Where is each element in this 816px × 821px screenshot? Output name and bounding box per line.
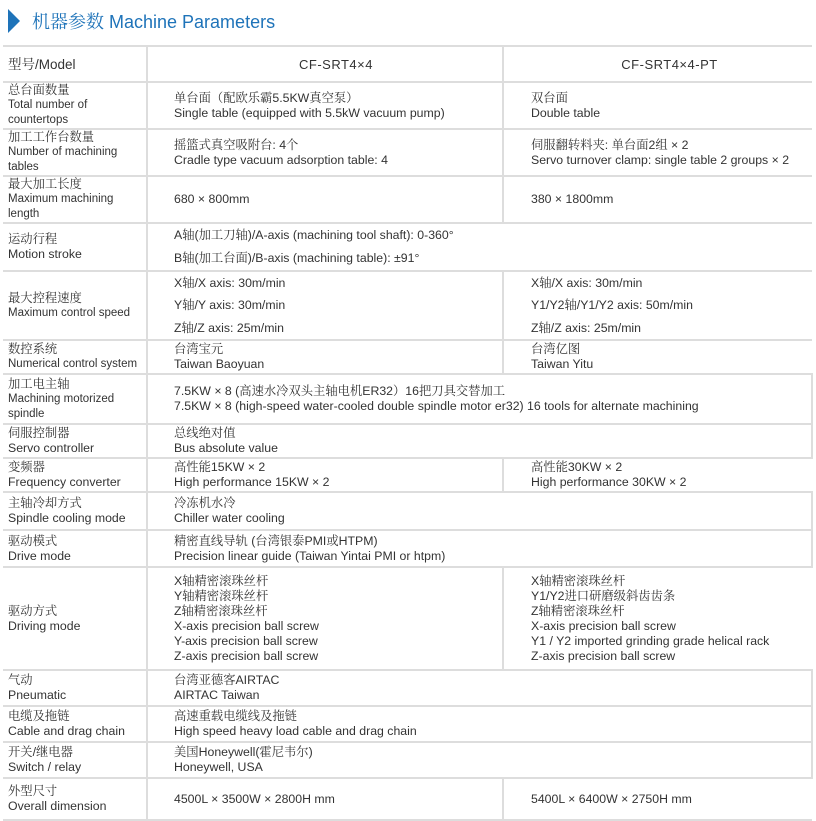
table-cell <box>147 530 812 567</box>
row-label <box>3 670 147 706</box>
cell-line: 摇篮式真空吸附台: 4个 <box>174 137 299 152</box>
cell-line: Double table <box>531 105 601 120</box>
cell-line: 冷冻机水冷 <box>174 496 236 510</box>
section-title <box>8 8 275 34</box>
table-cell <box>503 176 812 223</box>
cell-line: 台湾亿图 <box>531 342 581 356</box>
cell-line: Y1/Y2轴/Y1/Y2 axis: 50m/min <box>531 298 693 312</box>
cell-line: Z-axis precision ball screw <box>531 648 676 663</box>
row-label <box>3 706 147 742</box>
table-cell <box>503 340 812 374</box>
header-row <box>3 46 812 82</box>
row-label <box>3 424 147 458</box>
cell-line: 台湾亚德客AIRTAC <box>174 673 280 687</box>
label-en: Machining motorized spindle <box>8 392 115 420</box>
table-cell <box>147 778 503 820</box>
label-en: Numerical control system <box>8 358 138 370</box>
table-cell <box>147 82 503 129</box>
cell-line: 美国Honeywell(霍尼韦尔) <box>174 745 313 759</box>
cell-line: Taiwan Baoyuan <box>174 357 265 371</box>
label-cn: 主轴冷却方式 <box>8 496 82 510</box>
row-label <box>3 492 147 530</box>
row-label <box>3 567 147 670</box>
table-row <box>3 567 812 670</box>
cell-line: 单台面（配欧乐霸5.5KW真空泵） <box>174 90 359 105</box>
table-cell <box>147 247 812 271</box>
label-cn: 外型尺寸 <box>8 784 58 798</box>
table-row <box>3 530 812 567</box>
label-en: Cable and drag chain <box>8 724 125 738</box>
label-en: Maximum machining length <box>8 193 114 220</box>
label-cn: 驱动方式 <box>8 603 58 618</box>
table-cell <box>147 567 503 670</box>
cell-line: High speed heavy load cable and drag chain <box>174 724 417 738</box>
cell-line: 伺服翻转料夹: 单台面2组 × 2 <box>531 137 689 152</box>
table-row <box>3 82 812 129</box>
label-en: Total number of countertops <box>8 99 88 126</box>
label-cn: 加工工作台数量 <box>8 130 95 144</box>
cell-line: 高速重载电缆线及拖链 <box>174 709 297 723</box>
table-cell <box>147 458 503 492</box>
cell-line: Z轴精密滚珠丝杆 <box>531 603 625 618</box>
cell-line: 380 × 1800mm <box>531 192 614 206</box>
label-en: Servo controller <box>8 441 95 455</box>
label-cn: 最大加工长度 <box>8 177 82 191</box>
speed-row <box>3 271 812 294</box>
table-cell <box>147 223 812 247</box>
table-cell <box>503 271 812 294</box>
row-label <box>3 176 147 223</box>
row-label <box>3 742 147 778</box>
model-header: CF-SRT4×4 <box>147 46 503 82</box>
cell-line: Y1/Y2进口研磨级斜齿齿条 <box>531 588 676 603</box>
label-cn: 加工电主轴 <box>8 376 70 391</box>
cell-line: 高性能30KW × 2 <box>531 460 623 474</box>
table-cell <box>147 374 812 424</box>
table-row <box>3 492 812 530</box>
cell-line: 高性能15KW × 2 <box>174 460 266 474</box>
cell-line: 680 × 800mm <box>174 192 250 206</box>
label-en: Pneumatic <box>8 688 67 702</box>
row-label <box>3 458 147 492</box>
label-en: Switch / relay <box>8 760 82 774</box>
label-cn: 伺服控制器 <box>8 426 70 440</box>
model-header: CF-SRT4×4-PT <box>503 46 812 82</box>
label-cn: 驱动模式 <box>8 533 58 548</box>
cell-line: Servo turnover clamp: single table 2 groups × 2 <box>531 152 790 167</box>
cell-line: Y1 / Y2 imported grinding grade helical rack <box>531 633 770 648</box>
cell-line: Z轴精密滚珠丝杆 <box>174 603 268 618</box>
cell-line: X轴精密滚珠丝杆 <box>174 573 269 588</box>
table-cell <box>147 129 503 176</box>
row-label <box>3 82 147 129</box>
cell-line: 台湾宝元 <box>174 342 224 356</box>
table-cell <box>147 317 503 340</box>
table-row <box>3 742 812 778</box>
label-cn: 最大控程速度 <box>8 290 82 305</box>
label-cn: 运动行程 <box>8 232 58 246</box>
row-label <box>3 340 147 374</box>
table-cell <box>147 294 503 317</box>
table-cell <box>147 492 812 530</box>
table-cell <box>147 424 812 458</box>
cell-line: Z轴/Z axis: 25m/min <box>531 320 642 335</box>
table-cell <box>503 129 812 176</box>
label-cn: 总台面数量 <box>8 83 70 97</box>
row-label <box>3 778 147 820</box>
table-row <box>3 778 812 820</box>
table-row <box>3 458 812 492</box>
table-cell <box>147 271 503 294</box>
table-row <box>3 424 812 458</box>
cell-line: Z轴/Z axis: 25m/min <box>174 320 285 335</box>
table-cell <box>503 458 812 492</box>
cell-line: A轴(加工刀轴)/A-axis (machining tool shaft): 0-360° <box>174 228 454 242</box>
cell-line: 7.5KW × 8 (高速水冷双头主轴电机ER32）16把刀具交替加工 <box>174 384 506 398</box>
row-label <box>3 271 147 340</box>
table-cell <box>503 317 812 340</box>
label-en: Maximum control speed <box>8 306 131 319</box>
cell-line: AIRTAC Taiwan <box>174 688 260 702</box>
table-row <box>3 374 812 424</box>
cell-line: X轴/X axis: 30m/min <box>531 275 643 290</box>
cell-line: Taiwan Yitu <box>531 357 594 371</box>
chevron-right-icon <box>8 9 20 33</box>
table-cell <box>503 82 812 129</box>
cell-line: 4500L × 3500W × 2800H mm <box>174 791 335 806</box>
cell-line: 精密直线导轨 (台湾银泰PMI或HTPM) <box>174 533 378 548</box>
cell-line: 双台面 <box>531 90 568 105</box>
table-row <box>3 176 812 223</box>
cell-line: X轴精密滚珠丝杆 <box>531 573 626 588</box>
label-en: Number of machining tables <box>8 146 118 173</box>
table-row <box>3 706 812 742</box>
cell-line: Honeywell, USA <box>174 760 263 774</box>
row-label <box>3 223 147 271</box>
table-cell <box>503 294 812 317</box>
cell-line: Y轴/Y axis: 30m/min <box>174 298 286 312</box>
title-text: 机器参数 Machine Parameters <box>32 12 276 32</box>
table-row <box>3 340 812 374</box>
label-cn: 开关/继电器 <box>8 745 73 759</box>
label-en: Overall dimension <box>8 799 107 813</box>
table-cell <box>147 340 503 374</box>
cell-line: B轴(加工台面)/B-axis (machining table): ±91° <box>174 251 420 265</box>
cell-line: Z-axis precision ball screw <box>174 648 319 663</box>
label-cn: 变频器 <box>8 460 45 474</box>
row-label <box>3 129 147 176</box>
cell-line: Single table (equipped with 5.5kW vacuum pump) <box>174 105 445 120</box>
cell-line: 5400L × 6400W × 2750H mm <box>531 791 692 806</box>
cell-line: X-axis precision ball screw <box>531 618 676 633</box>
cell-line: Y轴精密滚珠丝杆 <box>174 588 269 603</box>
label-en: Driving mode <box>8 618 81 633</box>
cell-line: Precision linear guide (Taiwan Yintai PMI or htpm) <box>174 548 446 563</box>
table-cell <box>147 670 812 706</box>
label-cn: 数控系统 <box>8 342 58 356</box>
table-cell <box>147 176 503 223</box>
header-label: 型号/Model <box>3 46 147 82</box>
label-en: Drive mode <box>8 548 71 563</box>
cell-line: Cradle type vacuum adsorption table: 4 <box>174 152 388 167</box>
table-row <box>3 129 812 176</box>
cell-line: X-axis precision ball screw <box>174 618 319 633</box>
label-en: Frequency converter <box>8 475 121 489</box>
table-cell <box>147 742 812 778</box>
table-cell <box>503 778 812 820</box>
parameters-table <box>3 45 813 821</box>
table-row <box>3 670 812 706</box>
cell-line: 总线绝对值 <box>174 426 236 440</box>
label-cn: 电缆及拖链 <box>8 709 70 723</box>
cell-line: Chiller water cooling <box>174 511 285 525</box>
cell-line: 7.5KW × 8 (high-speed water-cooled double spindle motor er32) 16 tools for alternate machining <box>174 399 699 413</box>
table-cell <box>147 706 812 742</box>
label-en: Spindle cooling mode <box>8 511 126 525</box>
cell-line: Bus absolute value <box>174 441 278 455</box>
cell-line: X轴/X axis: 30m/min <box>174 275 286 290</box>
cell-line: High performance 15KW × 2 <box>174 475 330 489</box>
row-label <box>3 530 147 567</box>
label-cn: 气动 <box>8 673 33 687</box>
row-label <box>3 374 147 424</box>
cell-line: High performance 30KW × 2 <box>531 475 687 489</box>
label-en: Motion stroke <box>8 247 82 261</box>
table-cell <box>503 567 812 670</box>
cell-line: Y-axis precision ball screw <box>174 633 318 648</box>
motion-row <box>3 223 812 247</box>
